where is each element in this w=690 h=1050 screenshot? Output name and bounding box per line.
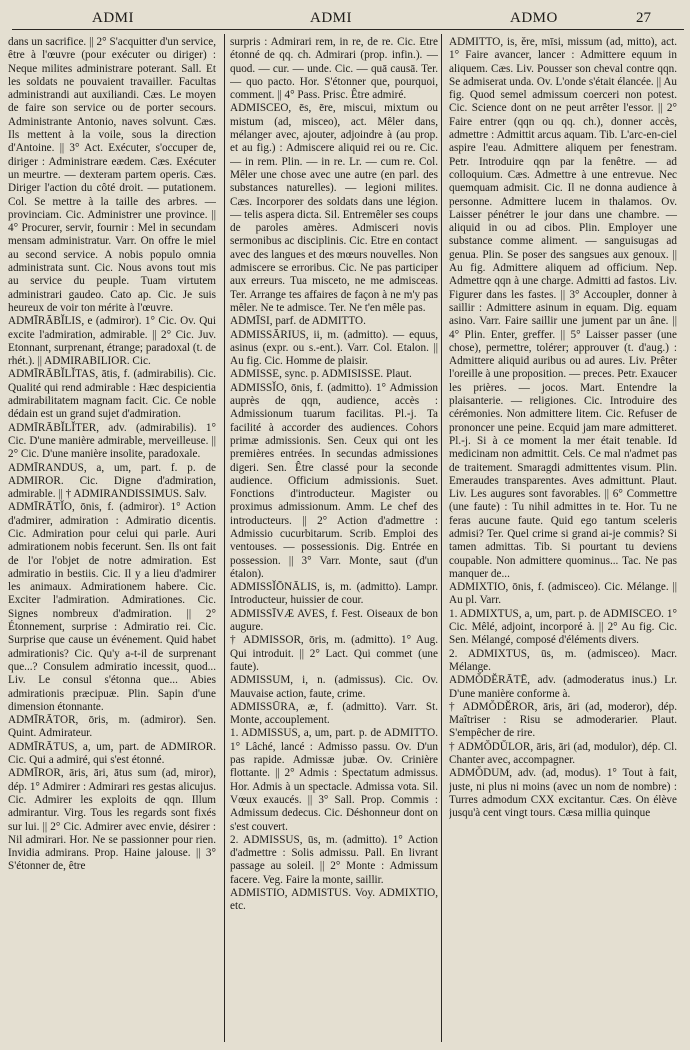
dictionary-entry: ADMĪRĀBĬLIS, e (admiror). 1° Cic. Ov. Qui excite l'admiration, admirable. || 2° Cic. Juv. Etonnant, surprenant, étrange; paradoxal (t. de rhét.). || ADMIRABILIOR. Cic. — [8, 315, 216, 368]
left-running-head: ADMI — [92, 10, 134, 26]
column-divider-2 — [441, 34, 442, 1042]
dictionary-entry: ADMISSĬŌNĀLIS, is, m. (admitto). Lampr. Introducteur, huissier de cour. — [230, 581, 438, 607]
dictionary-entry: 2. ADMISSUS, ūs, m. (admitto). 1° Action d'admettre : Solis admissu. Pall. En livrant passage au soleil. || 2° Monte : Admissum facere. Veg. Faire la monte, saillir. — [230, 833, 438, 886]
dictionary-entry: ADMITTO, is, ĕre, mīsi, missum (ad, mitto), act. 1° Faire avancer, lancer : Admittere equum in aliquem. Cæs. Liv. Pousser son cheval contre qqn. Se admiserat unda. Ov. L'onde s'était élancée. || Au fig. Quod semel admissum coerceri non potest. Cic. Science dont on ne peut arrêter l'essor. || 2° Faire entrer (qqn ou qq. ch.), donner accès, admettre : Admittit arcus aquam. Tib. L'arc-en-ciel aspire l'eau. Admittere aliquem per fenestram. Petr. Introduire qqn par la fenêtre. — ad colloquium. Cæs. Admettre à une entrevue. Nec quemquam admisit. Cic. Il ne donna audience à personne. Admittere lucem in thalamos. Ov. Laisser pénétrer le jour dans une chambre. — aliquid in ou ad cibos. Plin. Employer une substance comme aliment. — sanguisugas ad genua. Plin. Se poser des sangsues aux genoux. || Au fig. Admittere aliquem ad officium. Nep. Admettre qqn à une charge. Admitti ad fastos. Liv. Figurer dans les fastes. || 3° Accoupler, donner à saillir : Admittere asinum in equam. Dig. equam asino. Varr. Faire saillir une jument par un âne. || 4° Plin. Enter, greffer. || 5° Laisser passer (une chose), permettre, tolérer; approuver (t. d'aug.) : Admittere aliquid auribus ou ad aures. Liv. Prêter l'oreille à une proposition. — preces. Petr. Exaucer les prières. — jocos. Mart. Entendre la plaisanterie. — religiones. Cic. Introduire des cérémonies. Non admittere litem. Cic. Refuser de prononcer une peine. Ecquid jam mare admitteret. Pl.-j. Si à ce moment la mer était tenable. Id medicinam non admittit. Cels. Ce mal n'admet pas de traitement. Smaragdi admittentes visum. Plin. Emeraudes transparentes. Aves admittunt. Plaut. Liv. Les augures sont favorables. || 6° Commettre (une faute) : Tu nihil admittes in te. Hor. Tu ne feras aucune faute. Quid ego tantum sceleris admisi? Ter. Quel crime si grand ai-je commis? Si tamen admittas. Tib. Si pourtant tu deviens coupable. Non admittere quominus... Tac. Ne pas manquer de... — [449, 36, 677, 580]
dictionary-entry: ADMĪRĀTĬO, ōnis, f. (admiror). 1° Action d'admirer, admiration : Admiratio dicentis. Cic. Admiration pour celui qui parle. Auri admirationem nobis fecerunt. Sen. Ils ont fait de l'or l'objet de notre admiration. Est admiratio in bestiis. Cic. Il y a lieu d'admirer les animaux. Admirationem habere. Cic. Exciter l'admiration. Admirationes. Cic. Signes nombreux d'admiration. || 2° Étonnement, surprise : Admiratio rei. Cic. Surprise que cause un événement. Quid habet admirationis? Cic. Qu'y a-t-il de surprenant que...? Consulem admiratio incessit, quod... Liv. Le consul s'étonna que... Abies admirationis præcipuæ. Plin. Sapin d'une dimension étonnante. — [8, 501, 216, 713]
dictionary-entry: ADMISSE, sync. p. ADMISISSE. Plaut. — [230, 368, 412, 381]
right-running-head: ADMO — [510, 10, 558, 26]
dictionary-entry: ADMĪRANDUS, a, um, part. f. p. de ADMIROR. Cic. Digne d'admiration, admirable. || † ADMIRANDISSIMUS. Salv. — [8, 461, 216, 501]
dictionary-entry: ADMISTIO, ADMISTUS. Voy. ADMIXTIO, etc. — [230, 887, 438, 913]
dictionary-entry: 1. ADMISSUS, a, um, part. p. de ADMITTO. 1° Lâché, lancé : Admisso passu. Ov. D'un pas rapide. Admissæ jubæ. Ov. Crinière flottante. || 2° Admis : Spectatum admissus. Hor. Admis à un spectacle. Admissa vota. Sil. Vœux exaucés. || 3° Sall. Prop. Commis : Admissum dedecus. Cic. Déshonneur dont on s'est couvert. — [230, 727, 438, 833]
dictionary-entry: † ADMISSOR, ōris, m. (admitto). 1° Aug. Qui introduit. || 2° Lact. Qui commet (une faute). — [230, 634, 438, 673]
dictionary-entry: ADMĪRĀBĬLĬTER, adv. (admirabilis). 1° Cic. D'une manière admirable, merveilleuse. || 2° Cic. D'une manière insolite, paradoxale. — [8, 421, 216, 461]
dictionary-entry: dans un sacrifice. || 2° S'acquitter d'un service, être à l'œuvre (pour exécuter ou diriger) : Neque milites administrare poterant. Sall. Et les soldats ne pouvaient travailler. Facultas administrandi aut auxiliandi. Cæs. Le moyen de faire son service ou de porter secours. Administrante Antonio, naves solvunt. Cæs. Ils mettent à la voile, sous la direction d'Antoine. || 3° Act. Exécuter, s'occuper de, diriger : Administrare eædem. Cæs. Exécuter un meurtre. — dexteram partem operis. Cæs. Diriger l'action du côté droit. — putationem. Col. Se mettre à la taille des arbres. — provinciam. Cic. Administrer une province. || 4° Procurer, servir, fournir : Mel in secundam mensam administratur. Varr. On offre le miel au second service. A nobis populo omnia administrata sunt. Cic. Nous avons tout mis au service du peuple. Tuam virtutem administrari gaudeo. Cato ap. Cic. Je suis heureux de voir ton mérite à l'œuvre. — [8, 36, 216, 314]
dictionary-entry: surpris : Admirari rem, in re, de re. Cic. Etre étonné de qq. ch. Admirari (prop. infin.). — quod. — cur. — unde. Cic. — quā causā. Ter. — quo pacto. Hor. S'étonner que, pourquoi, comment. || 4° Pass. Prisc. Être admiré. — [230, 36, 438, 102]
dictionary-entry: ADMŎDUM, adv. (ad, modus). 1° Tout à fait, juste, ni plus ni moins (avec un nom de nombre) : Turres admodum CXX excitantur. Cæs. On élève jusqu'à cent vingt tours. Cæsa millia quinque — [449, 767, 677, 820]
dictionary-entry: ADMISSUM, i, n. (admissus). Cic. Ov. Mauvaise action, faute, crime. — [230, 674, 438, 700]
dictionary-entry: ADMĪRĀBĬLĬTAS, ātis, f. (admirabilis). Cic. Qualité qui rend admirable : Hæc despicientia admirabilitatem magnam facit. Cic. Ce noble dédain est un grand sujet d'admiration. — [8, 368, 216, 421]
dictionary-entry: 1. ADMIXTUS, a, um, part. p. de ADMISCEO. 1° Cic. Mêlé, adjoint, incorporé à. || 2° Au fig. Cic. Sen. Mélangé, composé d'éléments divers. — [449, 607, 677, 647]
dictionary-entry: ADMISSĀRIUS, ii, m. (admitto). — equus, asinus (expr. ou s.-ent.). Varr. Col. Etalon. || Au fig. Cic. Homme de plaisir. — [230, 328, 438, 368]
header-rule — [12, 29, 684, 30]
dictionary-entry: 2. ADMIXTUS, ūs, m. (admisceo). Macr. Mélange. — [449, 647, 677, 673]
dictionary-entry: ADMISSĪVÆ AVES, f. Fest. Oiseaux de bon augure. — [230, 607, 438, 634]
dictionary-entry: ADMISCEO, ēs, ēre, miscui, mixtum ou mistum (ad, misceo), act. Mêler dans, mélanger avec, ajouter, adjoindre à (au prop. et au fig.) : Admiscere aliquid rei ou re. Cic. — in rem. Plin. — in re. Lr. — cum re. Col. Mêler une chose avec une autre (en parl. des substances naturelles). — legioni milites. Cæs. Incorporer des soldats dans une légion. — telis aspera dicta. Sil. Entremêler ses coups de paroles amères. Admisceri novis sermonibus ac disciplinis. Cic. Etre en contact avec des langues et des mœurs nouvelles. Non admiscere se erroribus. Cic. Ne pas participer aux erreurs. Tua misceto, ne me admisceas. Ter. Arrange tes affaires de façon à ne m'y pas mêler. Ne te admisce. Ter. Ne t'en mêle pas. — [230, 102, 438, 314]
column-1 — [8, 36, 216, 1044]
center-running-head: ADMI — [310, 10, 352, 26]
column-3 — [449, 36, 677, 1044]
page-number: 27 — [636, 10, 651, 26]
dictionary-entry: ADMĪRĀTOR, ōris, m. (admiror). Sen. Quint. Admirateur. — [8, 714, 216, 740]
dictionary-entry: † ADMŎDĔROR, āris, āri (ad, moderor), dép. Maîtriser : Risu se admoderarier. Plaut. S'empêcher de rire. — [449, 700, 677, 740]
dictionary-entry: ADMĪROR, āris, āri, ātus sum (ad, miror), dép. 1° Admirer : Admirari res gestas alicujus. Cic. Admirer les exploits de qqn. Illum admirantur. Virg. Tous les regards sont fixés sur lui. || 2° Cic. Admirer avec envie, désirer : Nil admirari. Hor. Ne se passionner pour rien. Invidia admirans. Prop. Haine jalouse. || 3° S'étonner de, être — [8, 767, 216, 873]
column-2 — [230, 36, 438, 1044]
column-divider-1 — [224, 34, 225, 1042]
dictionary-entry: ADMISSŪRA, æ, f. (admitto). Varr. St. Monte, accouplement. — [230, 700, 438, 727]
dictionary-entry: ADMĪRĀTUS, a, um, part. de ADMIROR. Cic. Qui a admiré, qui s'est étonné. — [8, 740, 216, 767]
dictionary-entry: ADMĪSI, parf. de ADMITTO. — [230, 315, 366, 328]
dictionary-entry: ADMIXTIO, ōnis, f. (admisceo). Cic. Mélange. || Au pl. Varr. — [449, 581, 677, 607]
dictionary-entry: † ADMŎDŬLOR, āris, āri (ad, modulor), dép. Cl. Chanter avec, accompagner. — [449, 740, 677, 767]
dictionary-entry: ADMISSĬO, ōnis, f. (admitto). 1° Admission auprès de qqn, audience, accès : Admissionum tuarum facilitas. Pl.-j. Ta facilité à accorder des audiences. Cohors primæ admissionis. Sen. Ceux qui ont les premières entrées. In secundas admissiones digeri. Sen. Être classé pour la seconde audience. Officium admissionis. Suet. Fonctions d'introducteur. Magister ou proximus admissionum. Amm. Le chef des introducteurs. || 2° Action d'admettre : Admissio cucurbitarum. Scrib. Emploi des ventouses. — possessionis. Dig. Entrée en possession. || 3° Varr. Monte, saut (d'un étalon). — [230, 381, 438, 580]
dictionary-entry: ADMŎDĔRĀTĒ, adv. (admoderatus inus.) Lr. D'une manière conforme à. — [449, 674, 677, 700]
